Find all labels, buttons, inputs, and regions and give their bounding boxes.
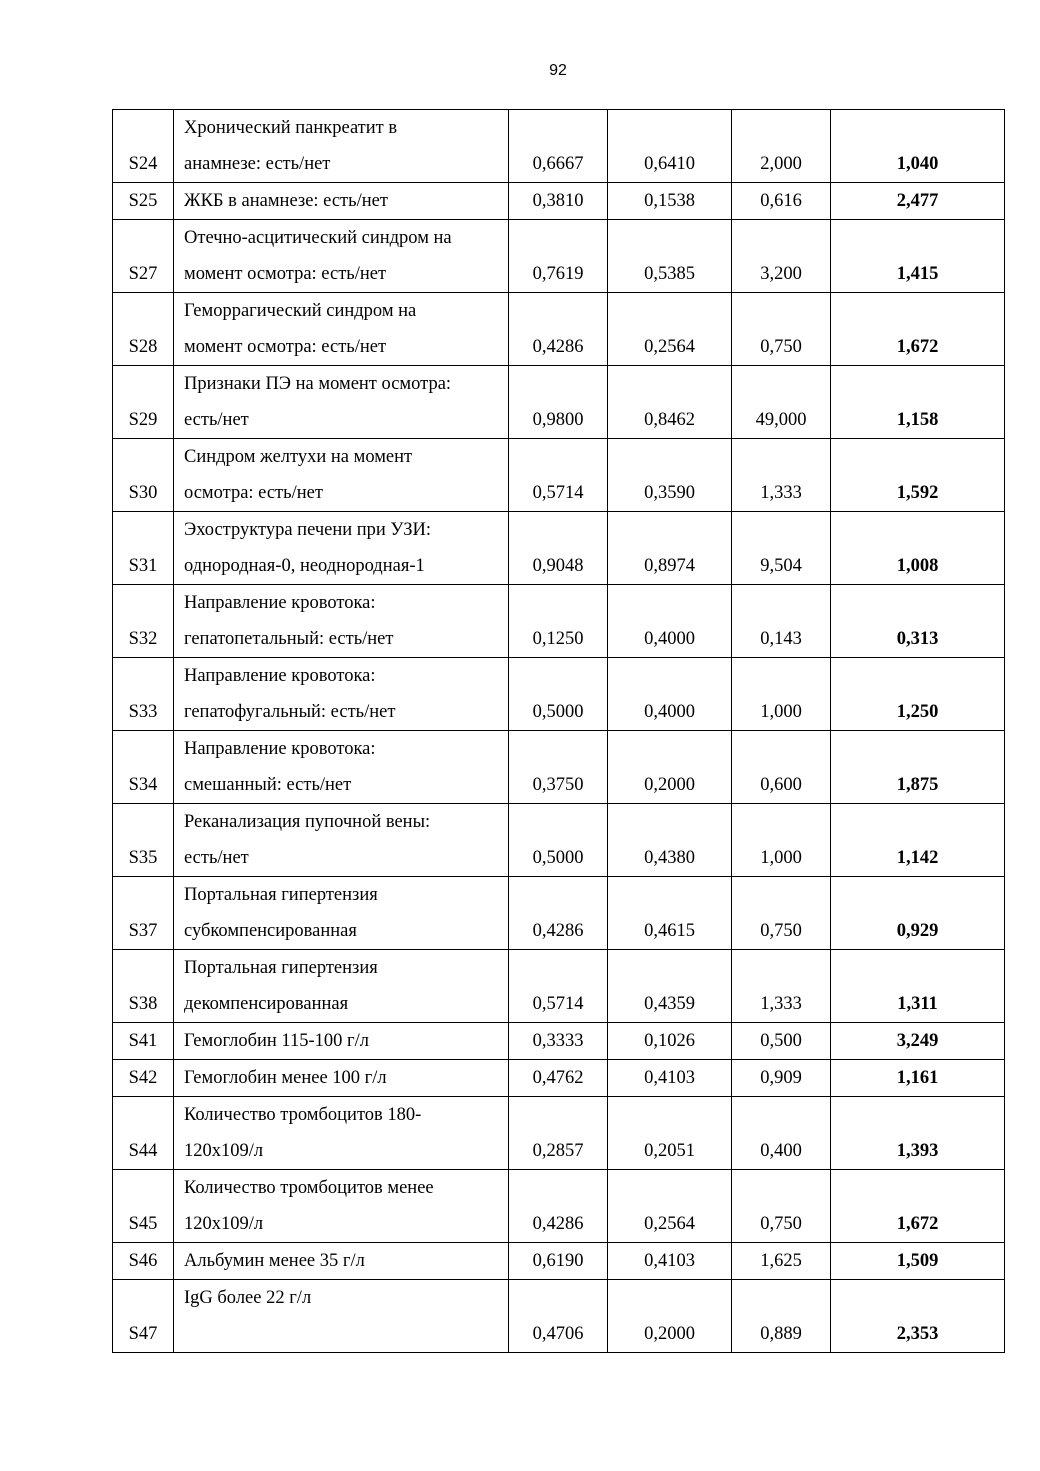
description-line: осмотра: есть/нет (184, 483, 323, 503)
row-code: S42 (113, 1060, 174, 1097)
value-col-3: 1,625 (732, 1243, 831, 1280)
value-col-1: 0,5000 (509, 804, 608, 877)
description-line: Направление кровотока: (184, 739, 376, 759)
value-col-1: 0,4286 (509, 1170, 608, 1243)
value-col-4 (831, 1060, 1005, 1097)
table-row (113, 183, 1005, 220)
table-row (113, 731, 1005, 804)
table-row (113, 439, 1005, 512)
value-col-3: 1,333 (732, 950, 831, 1023)
value-col-1: 0,5714 (509, 439, 608, 512)
table-row (113, 804, 1005, 877)
description-line: момент осмотра: есть/нет (184, 337, 387, 357)
bold-value: 1,250 (896, 702, 939, 722)
row-description (174, 183, 509, 220)
value-col-3: 1,000 (732, 804, 831, 877)
value-col-3: 9,504 (732, 512, 831, 585)
row-code: S29 (113, 366, 174, 439)
bold-value: 1,393 (896, 1141, 939, 1161)
bold-value: 1,040 (896, 154, 939, 174)
value-col-3: 0,750 (732, 1170, 831, 1243)
description-line: 120х109/л (184, 1214, 264, 1234)
row-code: S47 (113, 1280, 174, 1353)
table-row (113, 1097, 1005, 1170)
row-code: S37 (113, 877, 174, 950)
description-line: гепатофугальный: есть/нет (184, 702, 396, 722)
value-col-4 (831, 1280, 1005, 1353)
value-col-2: 0,2000 (608, 1280, 732, 1353)
row-description (174, 1097, 509, 1170)
value-col-1: 0,3750 (509, 731, 608, 804)
table-row (113, 110, 1005, 183)
bold-value: 1,158 (896, 410, 939, 430)
bold-value: 1,008 (896, 556, 939, 576)
table-row (113, 585, 1005, 658)
description-line: гепатопетальный: есть/нет (184, 629, 394, 649)
row-code: S27 (113, 220, 174, 293)
value-col-4 (831, 366, 1005, 439)
bold-value: 1,672 (896, 1214, 939, 1234)
table-row (113, 293, 1005, 366)
value-col-1: 0,4286 (509, 877, 608, 950)
row-description (174, 1170, 509, 1243)
value-col-3: 0,600 (732, 731, 831, 804)
description-line: декомпенсированная (184, 994, 349, 1014)
value-col-1: 0,6667 (509, 110, 608, 183)
description-line: смешанный: есть/нет (184, 775, 352, 795)
table-row (113, 1280, 1005, 1353)
value-col-4 (831, 512, 1005, 585)
row-description (174, 439, 509, 512)
value-col-4 (831, 1243, 1005, 1280)
value-col-1: 0,3810 (509, 183, 608, 220)
row-code: S34 (113, 731, 174, 804)
row-description (174, 731, 509, 804)
description-line: Портальная гипертензия (184, 958, 378, 978)
row-description (174, 658, 509, 731)
value-col-4 (831, 220, 1005, 293)
row-code: S24 (113, 110, 174, 183)
bold-value: 1,142 (896, 848, 939, 868)
value-col-2: 0,3590 (608, 439, 732, 512)
value-col-3: 2,000 (732, 110, 831, 183)
row-description (174, 512, 509, 585)
row-code: S31 (113, 512, 174, 585)
row-code: S33 (113, 658, 174, 731)
bold-value: 1,161 (896, 1068, 939, 1088)
bold-value: 0,929 (896, 921, 939, 941)
value-col-3: 1,000 (732, 658, 831, 731)
value-col-4 (831, 731, 1005, 804)
description-line: есть/нет (184, 410, 249, 430)
value-col-2: 0,4103 (608, 1243, 732, 1280)
description-line: Альбумин менее 35 г/л (184, 1251, 365, 1271)
row-description (174, 1023, 509, 1060)
value-col-4 (831, 804, 1005, 877)
description-line: субкомпенсированная (184, 921, 357, 941)
description-line: Направление кровотока: (184, 593, 376, 613)
row-code: S35 (113, 804, 174, 877)
value-col-2: 0,4380 (608, 804, 732, 877)
value-col-2: 0,2564 (608, 293, 732, 366)
table-row (113, 1060, 1005, 1097)
value-col-1: 0,7619 (509, 220, 608, 293)
row-description (174, 804, 509, 877)
bold-value: 1,509 (896, 1251, 939, 1271)
value-col-4 (831, 1097, 1005, 1170)
table-row (113, 220, 1005, 293)
row-description (174, 877, 509, 950)
value-col-4 (831, 183, 1005, 220)
row-description (174, 366, 509, 439)
table-row (113, 658, 1005, 731)
value-col-2: 0,2564 (608, 1170, 732, 1243)
row-description (174, 585, 509, 658)
value-col-2: 0,4000 (608, 585, 732, 658)
value-col-2: 0,8462 (608, 366, 732, 439)
value-col-4 (831, 110, 1005, 183)
value-col-2: 0,4103 (608, 1060, 732, 1097)
value-col-4 (831, 658, 1005, 731)
row-code: S45 (113, 1170, 174, 1243)
table-row (113, 1170, 1005, 1243)
description-line: IgG более 22 г/л (184, 1288, 312, 1308)
bold-value: 2,353 (896, 1324, 939, 1344)
value-col-4 (831, 1170, 1005, 1243)
bold-value: 0,313 (896, 629, 939, 649)
row-description (174, 1060, 509, 1097)
table-body (113, 110, 1005, 1353)
description-line: Отечно-асцитический синдром на (184, 228, 452, 248)
value-col-2: 0,1538 (608, 183, 732, 220)
description-line: Портальная гипертензия (184, 885, 378, 905)
row-code: S32 (113, 585, 174, 658)
description-line: Синдром желтухи на момент (184, 447, 413, 467)
value-col-4 (831, 439, 1005, 512)
description-line: Количество тромбоцитов менее (184, 1178, 434, 1198)
row-code: S44 (113, 1097, 174, 1170)
value-col-1: 0,4762 (509, 1060, 608, 1097)
value-col-3: 0,889 (732, 1280, 831, 1353)
row-description (174, 1280, 509, 1353)
row-code: S28 (113, 293, 174, 366)
description-line: Гемоглобин менее 100 г/л (184, 1068, 387, 1088)
row-code: S38 (113, 950, 174, 1023)
description-line: Геморрагический синдром на (184, 301, 417, 321)
bold-value: 1,875 (896, 775, 939, 795)
row-description (174, 950, 509, 1023)
row-code: S46 (113, 1243, 174, 1280)
value-col-2: 0,6410 (608, 110, 732, 183)
results-table (112, 109, 1005, 1353)
row-description (174, 110, 509, 183)
table-row (113, 366, 1005, 439)
row-description (174, 1243, 509, 1280)
value-col-3: 0,750 (732, 877, 831, 950)
row-description (174, 220, 509, 293)
value-col-1: 0,5000 (509, 658, 608, 731)
page-number: 92 (549, 62, 567, 79)
description-line: анамнезе: есть/нет (184, 154, 331, 174)
value-col-4 (831, 877, 1005, 950)
description-line: Хронический панкреатит в (184, 118, 398, 138)
bold-value: 1,415 (896, 264, 939, 284)
table-row (113, 1023, 1005, 1060)
row-code: S25 (113, 183, 174, 220)
row-code: S41 (113, 1023, 174, 1060)
value-col-4 (831, 950, 1005, 1023)
value-col-3: 3,200 (732, 220, 831, 293)
bold-value: 3,249 (896, 1031, 939, 1051)
description-line: есть/нет (184, 848, 249, 868)
description-line: Гемоглобин 115-100 г/л (184, 1031, 369, 1051)
table-row (113, 877, 1005, 950)
value-col-1: 0,5714 (509, 950, 608, 1023)
value-col-2: 0,4359 (608, 950, 732, 1023)
table-row (113, 512, 1005, 585)
value-col-2: 0,2000 (608, 731, 732, 804)
value-col-2: 0,4615 (608, 877, 732, 950)
description-line: Признаки ПЭ на момент осмотра: (184, 374, 452, 394)
description-line: Реканализация пупочной вены: (184, 812, 431, 832)
table-row (113, 1243, 1005, 1280)
description-line: Эхоструктура печени при УЗИ: (184, 520, 432, 540)
bold-value: 1,311 (897, 994, 938, 1014)
value-col-3: 0,400 (732, 1097, 831, 1170)
description-line (184, 1316, 498, 1352)
value-col-3: 0,500 (732, 1023, 831, 1060)
value-col-1: 0,2857 (509, 1097, 608, 1170)
value-col-2: 0,1026 (608, 1023, 732, 1060)
value-col-1: 0,9048 (509, 512, 608, 585)
value-col-1: 0,4286 (509, 293, 608, 366)
value-col-4 (831, 585, 1005, 658)
value-col-2: 0,4000 (608, 658, 732, 731)
value-col-3: 0,750 (732, 293, 831, 366)
value-col-4 (831, 1023, 1005, 1060)
value-col-3: 0,616 (732, 183, 831, 220)
value-col-1: 0,6190 (509, 1243, 608, 1280)
value-col-1: 0,4706 (509, 1280, 608, 1353)
description-line: момент осмотра: есть/нет (184, 264, 387, 284)
bold-value: 1,592 (896, 483, 939, 503)
value-col-1: 0,9800 (509, 366, 608, 439)
value-col-1: 0,1250 (509, 585, 608, 658)
table-row (113, 950, 1005, 1023)
row-description (174, 293, 509, 366)
bold-value: 1,672 (896, 337, 939, 357)
value-col-2: 0,5385 (608, 220, 732, 293)
bold-value: 2,477 (896, 191, 939, 211)
value-col-4 (831, 293, 1005, 366)
value-col-3: 0,909 (732, 1060, 831, 1097)
value-col-2: 0,2051 (608, 1097, 732, 1170)
row-code: S30 (113, 439, 174, 512)
description-line: 120х109/л (184, 1141, 264, 1161)
value-col-3: 49,000 (732, 366, 831, 439)
description-line: Направление кровотока: (184, 666, 376, 686)
description-line: однородная-0, неоднородная-1 (184, 556, 425, 576)
value-col-1: 0,3333 (509, 1023, 608, 1060)
value-col-2: 0,8974 (608, 512, 732, 585)
description-line: ЖКБ в анамнезе: есть/нет (184, 191, 388, 211)
description-line: Количество тромбоцитов 180- (184, 1105, 422, 1125)
value-col-3: 0,143 (732, 585, 831, 658)
value-col-3: 1,333 (732, 439, 831, 512)
